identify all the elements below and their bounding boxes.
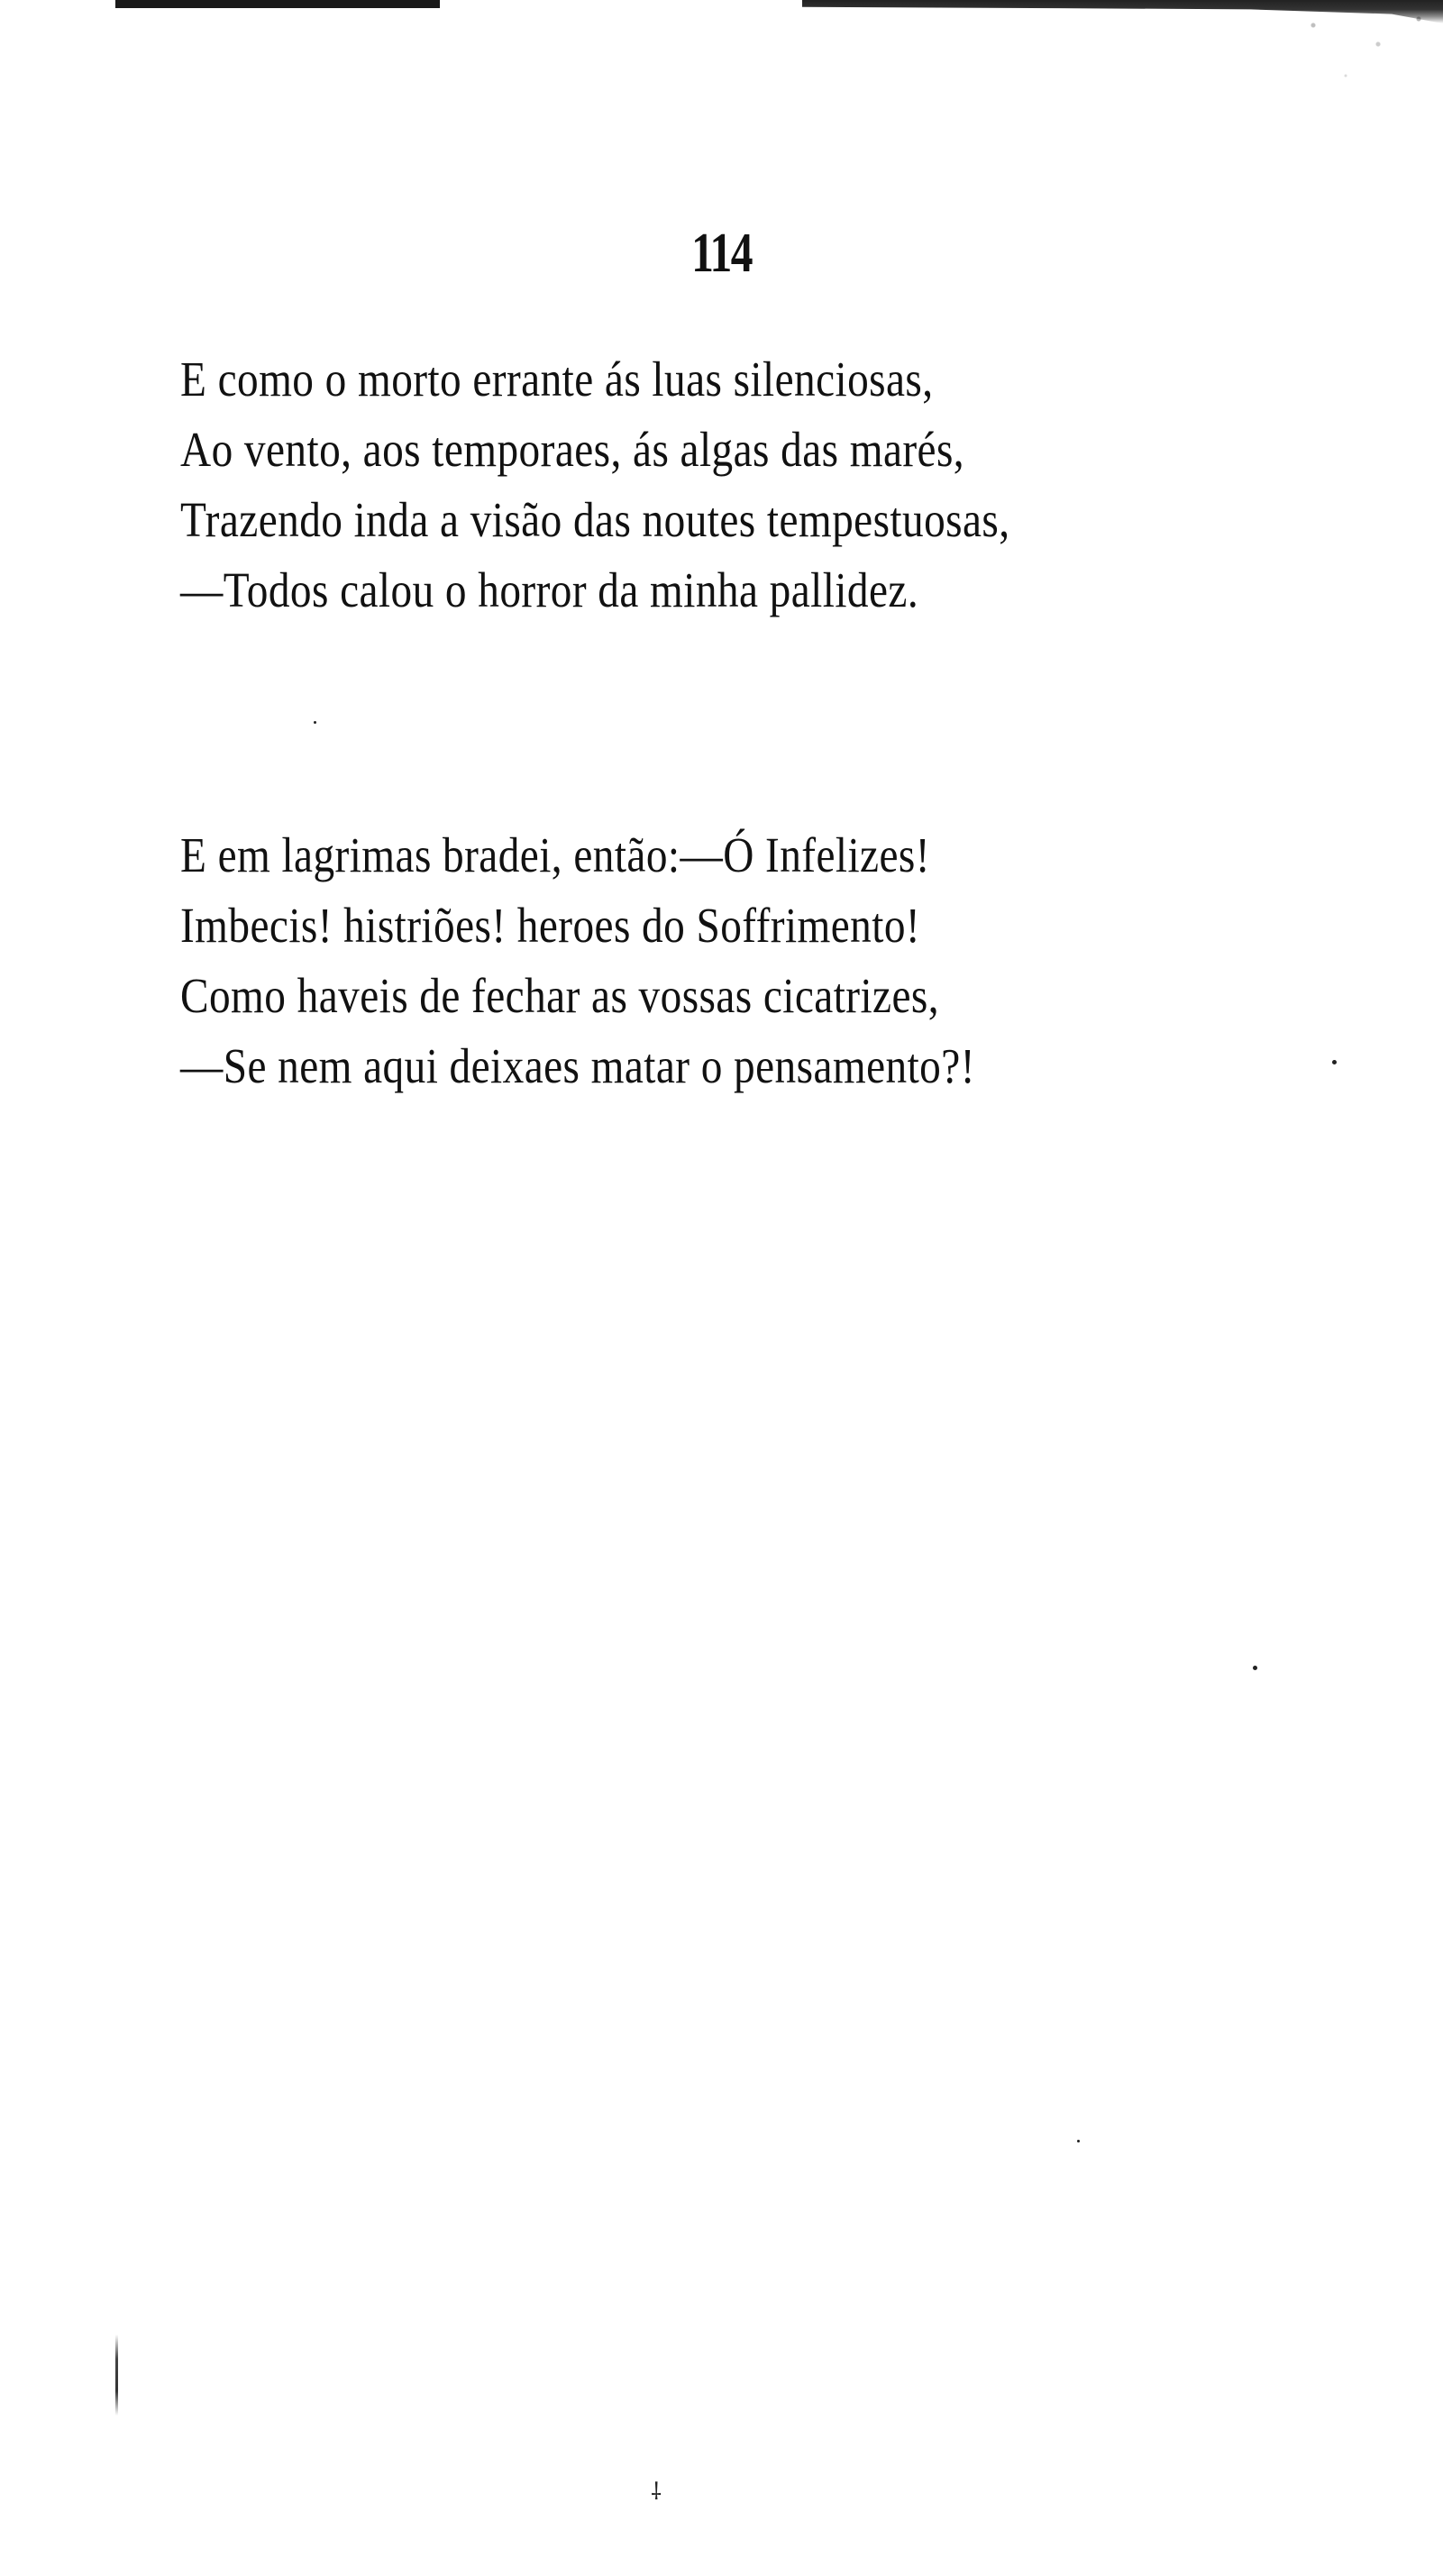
stray-ink-dot	[314, 721, 316, 724]
stray-ink-dot	[1253, 1666, 1257, 1670]
verse-line: Como haveis de fechar as vossas cicatrizes,	[180, 968, 939, 1023]
verse-line: Trazendo inda a visão das noutes tempestuosas,	[180, 492, 1010, 547]
verse-line: E em lagrimas bradei, então:—Ó Infelizes!	[180, 827, 930, 882]
margin-scan-mark	[115, 2334, 118, 2416]
scan-speckle-artifact	[1281, 0, 1443, 126]
stray-ink-dot	[1332, 1060, 1337, 1064]
verse-line: E como o morto errante ás luas silenciosas,	[180, 352, 934, 406]
stanza-2	[180, 820, 1352, 1101]
verse-line: —Se nem aqui deixaes matar o pensamento?!	[180, 1038, 975, 1093]
verse-line: Imbecis! histriões! heroes do Soffrimento!	[180, 898, 921, 953]
stray-ink-dot	[1077, 2140, 1080, 2142]
stanza-1	[180, 344, 1352, 626]
page-number: 114	[691, 223, 752, 284]
bottom-ornament-icon: ⸸	[651, 2479, 662, 2505]
verse-line: —Todos calou o horror da minha pallidez.	[180, 562, 919, 617]
scan-edge-artifact-left	[115, 0, 440, 8]
verse-line: Ao vento, aos temporaes, ás algas das marés,	[180, 422, 965, 477]
